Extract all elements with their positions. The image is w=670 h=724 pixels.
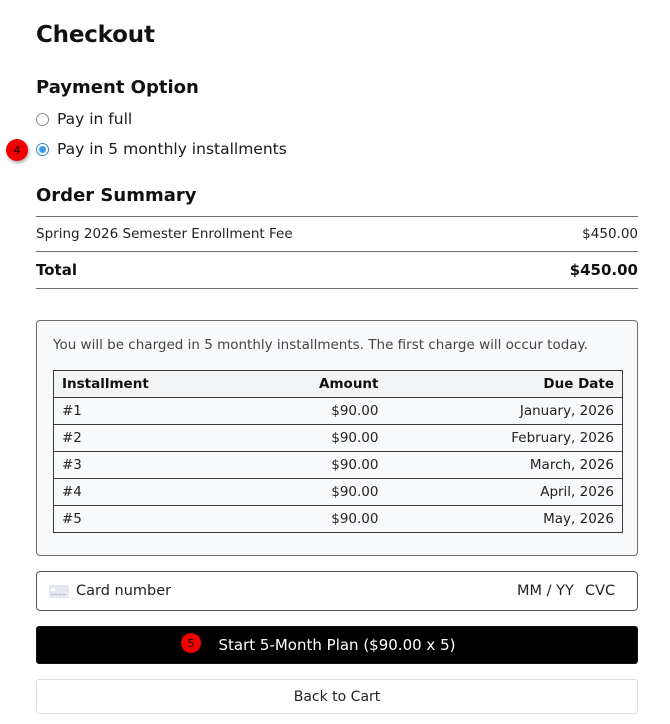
card-expiry-input[interactable] xyxy=(517,583,579,599)
radio-button-checked[interactable] xyxy=(36,143,49,156)
installment-due-date: May, 2026 xyxy=(387,506,623,533)
radio-pay-in-full[interactable] xyxy=(36,108,132,130)
installment-number: #3 xyxy=(54,452,262,479)
radio-button-unchecked[interactable] xyxy=(36,113,49,126)
installment-number: #4 xyxy=(54,479,262,506)
credit-card-icon xyxy=(49,585,69,598)
installment-amount: $90.00 xyxy=(262,479,387,506)
card-number-input[interactable] xyxy=(76,583,517,599)
order-total-row xyxy=(36,251,638,289)
order-line-item xyxy=(36,216,638,251)
table-row xyxy=(54,452,623,479)
start-plan-button-label: Start 5-Month Plan ($90.00 x 5) xyxy=(218,636,456,654)
table-row xyxy=(54,425,623,452)
installment-due-date: March, 2026 xyxy=(387,452,623,479)
table-row xyxy=(54,398,623,425)
installment-table xyxy=(53,370,623,533)
order-summary-heading: Order Summary xyxy=(36,185,197,206)
back-to-cart-button[interactable]: Back to Cart xyxy=(36,679,638,714)
installment-due-date: February, 2026 xyxy=(387,425,623,452)
radio-pay-in-installments[interactable] xyxy=(36,138,287,160)
table-row xyxy=(54,479,623,506)
start-plan-button[interactable] xyxy=(36,626,638,664)
column-header-due-date: Due Date xyxy=(387,371,623,398)
card-cvc-input[interactable] xyxy=(585,583,625,599)
table-row xyxy=(54,506,623,533)
installment-number: #5 xyxy=(54,506,262,533)
annotation-badge: 5 xyxy=(181,633,201,653)
installment-number: #2 xyxy=(54,425,262,452)
payment-option-heading: Payment Option xyxy=(36,77,199,98)
total-label: Total xyxy=(36,261,77,279)
installment-amount: $90.00 xyxy=(262,506,387,533)
line-item-price: $450.00 xyxy=(582,226,638,242)
total-value: $450.00 xyxy=(569,261,638,279)
installment-number: #1 xyxy=(54,398,262,425)
column-header-installment: Installment xyxy=(54,371,262,398)
column-header-amount: Amount xyxy=(262,371,387,398)
radio-label: Pay in full xyxy=(57,110,133,128)
radio-label: Pay in 5 monthly installments xyxy=(57,140,287,158)
installment-amount: $90.00 xyxy=(262,425,387,452)
line-item-name: Spring 2026 Semester Enrollment Fee xyxy=(36,226,293,242)
annotation-badge: 4 xyxy=(6,139,28,161)
page-title: Checkout xyxy=(36,22,155,48)
installment-due-date: April, 2026 xyxy=(387,479,623,506)
installment-due-date: January, 2026 xyxy=(387,398,623,425)
installment-note: You will be charged in 5 monthly installments. The first charge will occur today. xyxy=(53,337,588,353)
installment-plan-panel xyxy=(36,320,638,556)
card-details-field[interactable] xyxy=(36,571,638,611)
table-header-row xyxy=(54,371,623,398)
installment-amount: $90.00 xyxy=(262,452,387,479)
installment-amount: $90.00 xyxy=(262,398,387,425)
order-summary xyxy=(36,216,638,289)
